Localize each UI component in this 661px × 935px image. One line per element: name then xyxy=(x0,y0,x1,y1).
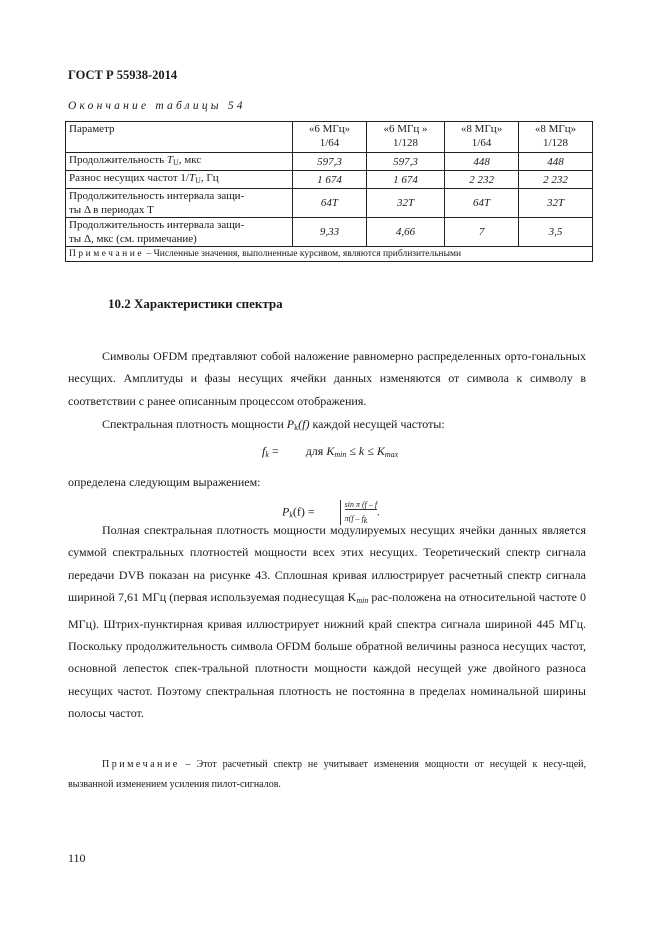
row-label-line-2: ты Δ в периодах T xyxy=(69,204,154,216)
row-label-text: Продолжительность xyxy=(69,154,167,166)
row-label-unit: , мкс xyxy=(178,154,202,166)
row-label-line-1: Продолжительность интервала защи- xyxy=(69,190,245,202)
row-label-subscript: U xyxy=(173,158,179,167)
row-label xyxy=(66,171,293,189)
col-4-guard: 1/128 xyxy=(542,137,569,149)
psd-symbol: P xyxy=(286,417,295,431)
table-row xyxy=(66,153,593,171)
row-label-line-2: ты Δ, мкс (см. примечание) xyxy=(69,233,197,245)
formula-ineq: ≤ k ≤ xyxy=(346,444,377,458)
formula2-tail: . xyxy=(377,504,381,519)
note-label: Примечание xyxy=(69,249,145,259)
table-cell: 597,3 xyxy=(366,153,444,171)
table-cell: 448 xyxy=(519,153,593,171)
formula-lhs-sub: k xyxy=(265,450,269,459)
table-note-row xyxy=(66,247,593,262)
header-col-1 xyxy=(293,122,367,153)
row-label-line-1: Продолжительность интервала защи- xyxy=(69,219,245,231)
paragraph-4-tail: рас-положена на относительной частоте 0 МГц). Штрих-пунктирная кривая иллюстрирует нижний край спектра сигнала шириной 445 МГц. Поскольку продолжительность символа OFDM больше обратной величины разноса несущих частот, основной лепесток спек-тральной плотности мощности каждой несущей уже двойного разноса несущих частот. Поэтому спектральная плотность не постоянна в пределах номинальной ширины полосы частот. xyxy=(68,590,586,721)
row-label xyxy=(66,218,293,247)
psd-subscript: k xyxy=(294,423,299,432)
row-label xyxy=(66,153,293,171)
table-cell: 9,33 xyxy=(293,218,367,247)
parameters-table xyxy=(65,121,593,262)
formula2-den-sub: k xyxy=(363,516,368,525)
table-cell: 7 xyxy=(445,218,519,247)
row-label-symbol: T xyxy=(188,172,196,184)
header-col-2 xyxy=(366,122,444,153)
note-2 xyxy=(68,755,586,795)
table-note xyxy=(66,247,593,262)
formula2-den-text: π(f – f xyxy=(344,514,364,523)
row-label xyxy=(66,189,293,218)
table-cell: 32T xyxy=(519,189,593,218)
note2-label: Примечание xyxy=(102,759,180,770)
table-cell: 597,3 xyxy=(293,153,367,171)
paragraph-2 xyxy=(68,413,586,439)
formula-lhs: f xyxy=(262,444,266,458)
paragraph-4-text: Полная спектральная плотность мощности модулируемых несущих ячейки данных является суммой спектральных плотностей мощности всех этих несущих. Теоретический спектр сигнала передачи DVB показан на рисунке 43. Сплошная кривая иллюстрирует расчетный спектр сигнала шириной 7,61 МГц (первая используемая поднесущая K xyxy=(68,523,586,605)
table-row xyxy=(66,171,593,189)
paragraph-2-tail: каждой несущей частоты: xyxy=(309,417,445,431)
table-row xyxy=(66,218,593,247)
formula2-lhs-sub: k xyxy=(289,510,293,520)
col-2-bandwidth: «6 МГц » xyxy=(383,123,428,135)
formula-kmax-sub: max xyxy=(384,450,399,459)
page-number: 110 xyxy=(68,851,86,865)
col-1-guard: 1/64 xyxy=(319,137,340,149)
table-cell: 64T xyxy=(445,189,519,218)
formula2-numerator: sin π (f – f xyxy=(344,500,378,509)
formula-eq: = xyxy=(268,444,279,458)
document-header: ГОСТ Р 55938-2014 xyxy=(68,68,178,82)
paragraph-1-text: Символы OFDM предтавляют собой наложение равномерно распределенных орто-гональных несущих. Амплитуды и фазы несущих ячейки данных изменяются от символа к символу в соответствии с ранее описанным процессом отображения. xyxy=(68,349,586,408)
col-1-bandwidth: «6 МГц» xyxy=(308,123,351,135)
paragraph-1 xyxy=(68,345,586,412)
table-cell: 4,66 xyxy=(366,218,444,247)
table-cell: 1 674 xyxy=(366,171,444,189)
table-cell: 3,5 xyxy=(519,218,593,247)
formula-fk xyxy=(262,444,398,459)
section-title: 10.2 Характеристики спектра xyxy=(108,296,283,311)
table-cell: 64T xyxy=(293,189,367,218)
header-col-4 xyxy=(519,122,593,153)
formula-kmin-sub: min xyxy=(334,450,347,459)
table-row xyxy=(66,189,593,218)
kmin-subscript: min xyxy=(356,596,369,606)
table-cell: 2 232 xyxy=(519,171,593,189)
note2-text: – Этот расчетный спектр не учитывает изменения мощности от несущей к несу-щей, вызванной изменением усиления пилот-сигналов. xyxy=(68,759,586,790)
paragraph-3: определена следующим выражением: xyxy=(68,475,261,489)
row-label-unit: , Гц xyxy=(200,172,219,184)
header-col-3 xyxy=(445,122,519,153)
col-4-bandwidth: «8 МГц» xyxy=(534,123,577,135)
note-text: – Численные значения, выполненные курсивом, являются приблизительными xyxy=(144,249,462,259)
header-param: Параметр xyxy=(66,122,293,153)
col-3-bandwidth: «8 МГц» xyxy=(460,123,503,135)
col-3-guard: 1/64 xyxy=(471,137,492,149)
row-label-symbol: T xyxy=(166,154,173,166)
formula-kmin: K xyxy=(326,444,335,458)
psd-argument: (f) xyxy=(298,417,310,431)
table-cell: 1 674 xyxy=(293,171,367,189)
row-label-text: Разнос несущих частот 1/ xyxy=(69,172,189,184)
formula-kmax: K xyxy=(376,444,385,458)
table-header-row xyxy=(66,122,593,153)
table-cell: 32T xyxy=(366,189,444,218)
formula-cond-word: для xyxy=(305,444,324,458)
paragraph-2-text: Спектральная плотность мощности xyxy=(102,417,287,431)
row-label-subscript: U xyxy=(195,176,201,185)
table-cell: 448 xyxy=(445,153,519,171)
formula2-lhs: P xyxy=(282,504,290,519)
paragraph-4 xyxy=(68,519,586,725)
formula2-arg: (f) = xyxy=(292,504,315,519)
table-caption: Окончание таблицы 54 xyxy=(68,100,246,112)
col-2-guard: 1/128 xyxy=(392,137,419,149)
table-cell: 2 232 xyxy=(445,171,519,189)
